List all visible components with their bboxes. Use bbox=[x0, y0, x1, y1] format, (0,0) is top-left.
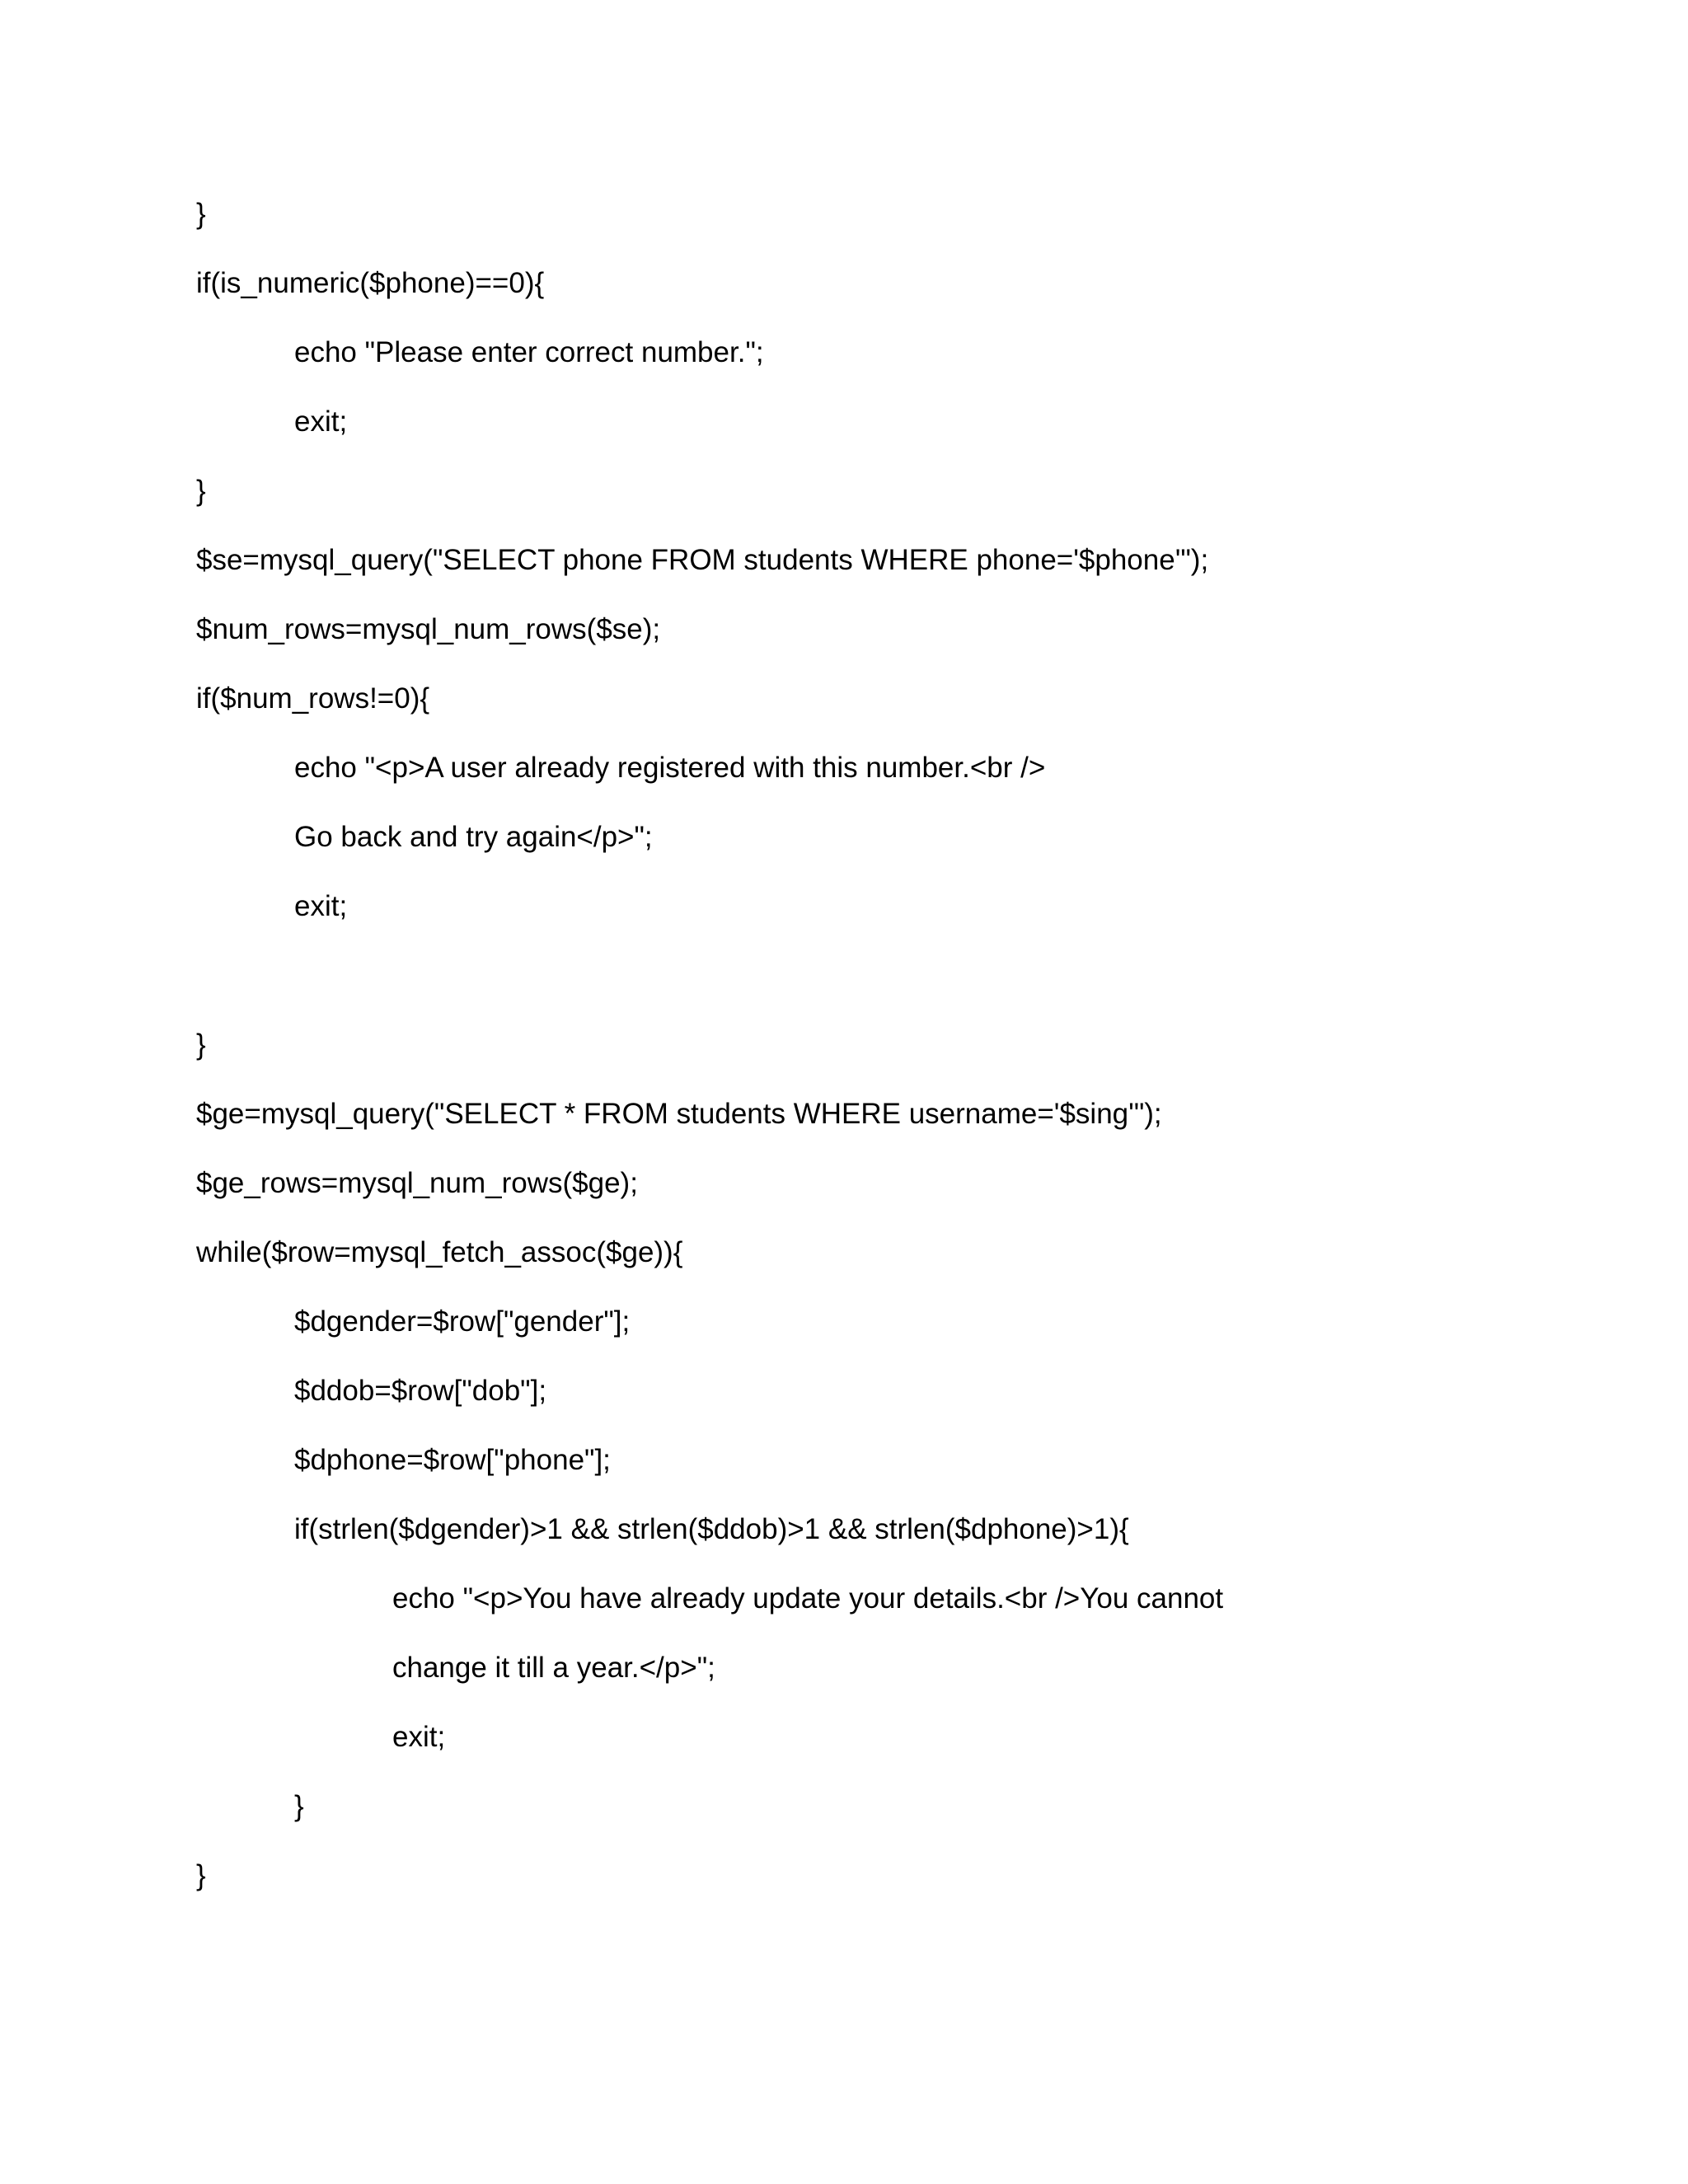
code-line: while($row=mysql_fetch_assoc($ge)){ bbox=[196, 1236, 683, 1268]
code-line: if(is_numeric($phone)==0){ bbox=[196, 267, 545, 299]
code-line: } bbox=[294, 1790, 304, 1822]
code-line: if($num_rows!=0){ bbox=[196, 682, 430, 715]
code-line: } bbox=[196, 475, 206, 507]
code-line: echo "Please enter correct number."; bbox=[294, 336, 764, 368]
code-line: $ge=mysql_query("SELECT * FROM students WHERE username='$sing'"); bbox=[196, 1098, 1162, 1130]
code-line: echo "<p>You have already update your details.<br />You cannot bbox=[392, 1582, 1224, 1615]
code-line: echo "<p>A user already registered with this number.<br /> bbox=[294, 752, 1046, 784]
code-line: $ddob=$row["dob"]; bbox=[294, 1375, 547, 1407]
code-line: exit; bbox=[392, 1721, 446, 1753]
code-line: $ge_rows=mysql_num_rows($ge); bbox=[196, 1167, 638, 1199]
code-line: change it till a year.</p>"; bbox=[392, 1652, 715, 1684]
code-line: Go back and try again</p>"; bbox=[294, 821, 653, 853]
code-line: $dphone=$row["phone"]; bbox=[294, 1444, 611, 1476]
code-line: exit; bbox=[294, 405, 348, 438]
code-line: $dgender=$row["gender"]; bbox=[294, 1305, 631, 1338]
code-line: } bbox=[196, 1859, 206, 1891]
code-line: exit; bbox=[294, 890, 348, 922]
code-line: } bbox=[196, 198, 206, 230]
code-line: if(strlen($dgender)>1 && strlen($ddob)>1 && strlen($dphone)>1){ bbox=[294, 1513, 1129, 1545]
code-line: $num_rows=mysql_num_rows($se); bbox=[196, 613, 661, 645]
code-line: $se=mysql_query("SELECT phone FROM students WHERE phone='$phone'"); bbox=[196, 544, 1209, 576]
code-line: } bbox=[196, 1029, 206, 1061]
